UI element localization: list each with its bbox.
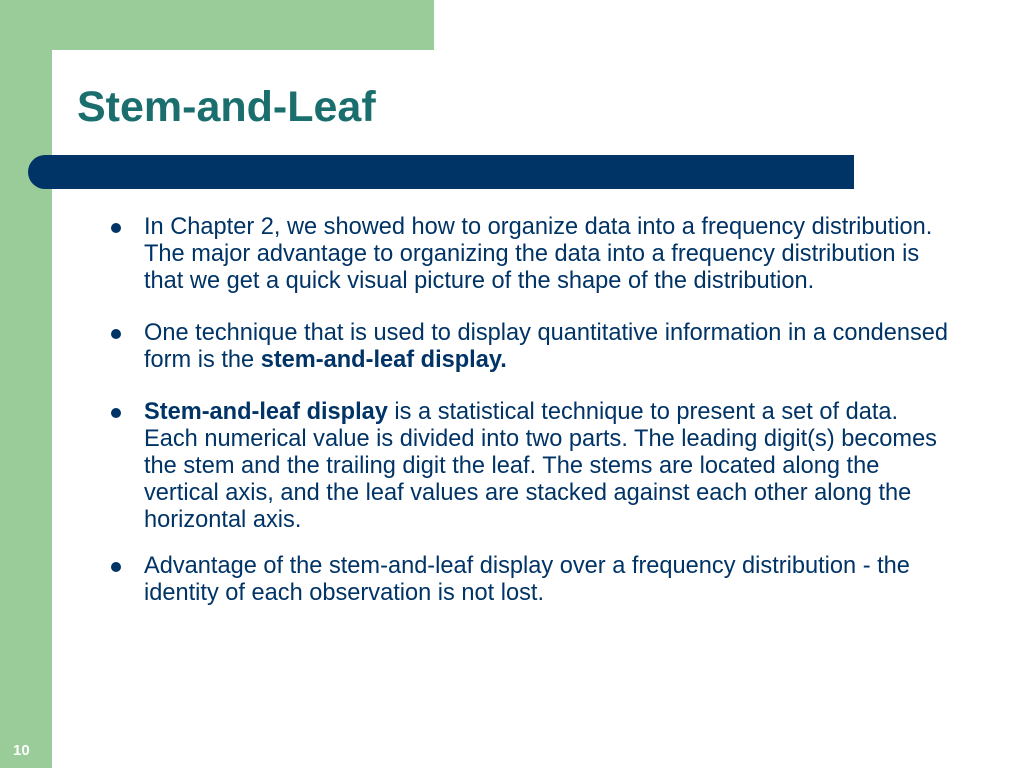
frame-left-strip: [0, 0, 52, 768]
bullet-item: [100, 399, 950, 534]
frame-top-band: [0, 0, 434, 50]
slide-title: Stem-and-Leaf: [77, 83, 376, 131]
bullet-text: One technique that is used to display quantitative information in a condensed form is the: [144, 320, 949, 373]
bullet-bold-term: Stem-and-leaf display: [144, 399, 388, 425]
bullet-dot-icon: [111, 223, 121, 233]
bullet-item: [100, 214, 950, 295]
bullet-text: In Chapter 2, we showed how to organize data into a frequency distribution. The major advantage to organizing the data into a frequency distribution is that we get a quick visual picture of the shape of the distribution.: [144, 214, 933, 294]
bullet-text: Advantage of the stem-and-leaf display over a frequency distribution - the identity of each observation is not lost.: [144, 553, 910, 606]
bullet-text: is a statistical technique to present a set of data. Each numerical value is divided into two parts. The leading digit(s) becomes the stem and the trailing digit the leaf. The stems are located along the vertical axis, and the leaf values are stacked against each other along the horizontal axis.: [144, 399, 937, 533]
page-number: 10: [13, 742, 30, 759]
bullet-dot-icon: [111, 329, 121, 339]
bullet-dot-icon: [111, 408, 121, 418]
bullet-list: [100, 214, 950, 632]
bullet-item: [100, 320, 950, 374]
bullet-bold-term: stem-and-leaf display.: [260, 347, 507, 373]
bullet-item: [100, 553, 950, 607]
bullet-dot-icon: [111, 562, 121, 572]
title-underline-bar: [28, 155, 854, 189]
